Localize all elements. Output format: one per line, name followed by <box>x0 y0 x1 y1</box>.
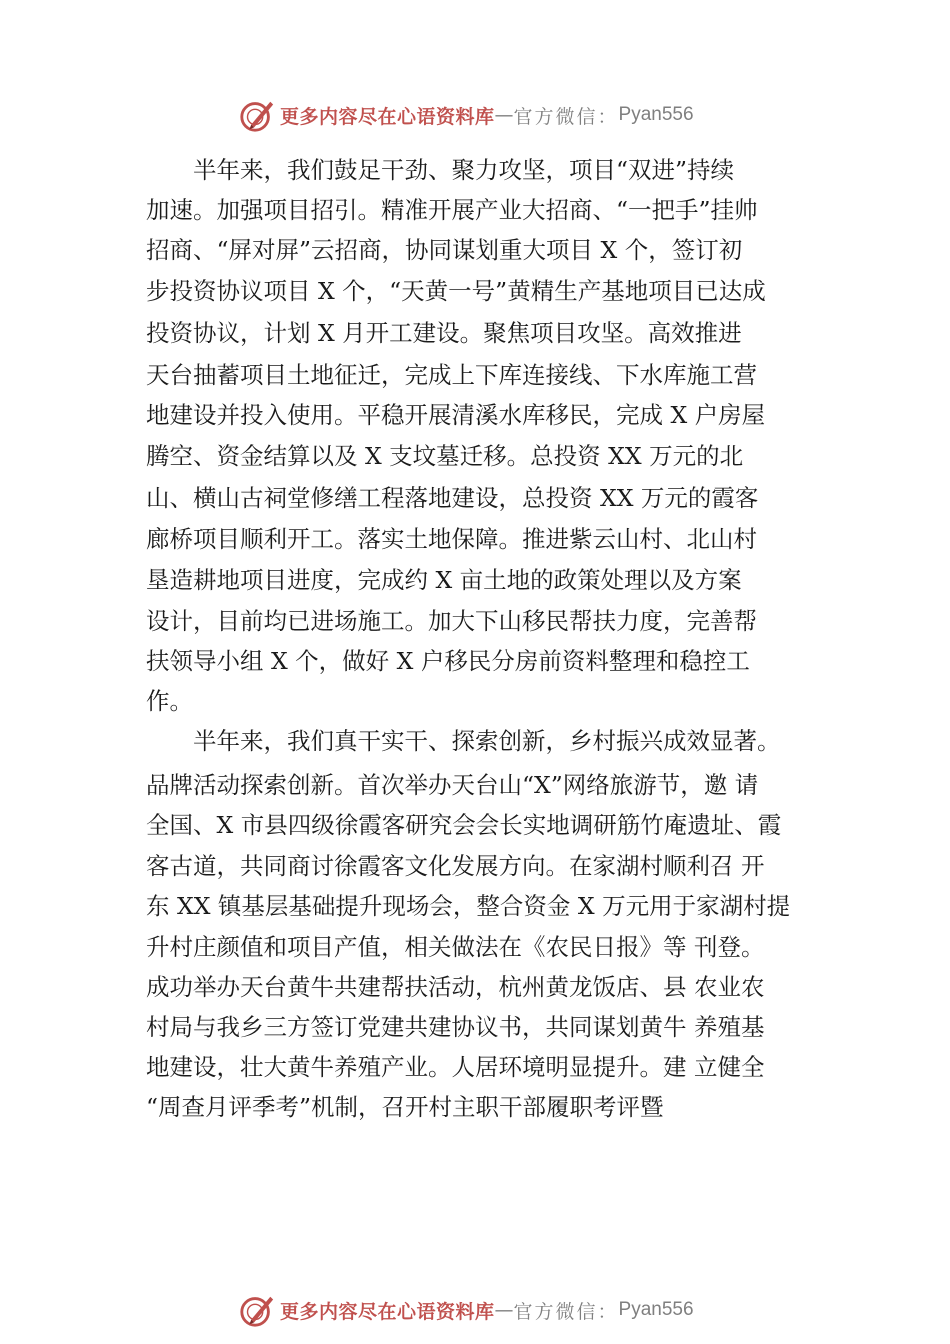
banner-wechat-id: Pyan556 <box>618 104 694 125</box>
text-line: 村局与我乡三方签订党建共建协议书，共同谋划黄牛 养殖基 <box>146 1013 765 1041</box>
banner-wechat-label: 官方微信： <box>513 1300 619 1323</box>
banner-brand-text: 更多内容尽在心语资料库 <box>280 105 495 128</box>
banner-wechat-label: 官方微信： <box>513 105 619 128</box>
banner-dash: — <box>494 104 514 126</box>
text-line: 扶领导小组 X 个，做好 X 户移民分房前资料整理和稳控工 <box>146 647 750 675</box>
text-line: 腾空、资金结算以及 X 支坟墓迁移。总投资 XX 万元的北 <box>146 442 744 470</box>
text-line: 成功举办天台黄牛共建帮扶活动，杭州黄龙饭店、县 农业农 <box>146 973 765 1001</box>
text-line: 步投资协议项目 X 个，“天黄一号”黄精生产基地项目已达成 <box>146 277 766 305</box>
text-line: 垦造耕地项目进度，完成约 X 亩土地的政策处理以及方案 <box>146 566 742 594</box>
text-line: 东 XX 镇基层基础提升现场会，整合资金 X 万元用于家湖村提 <box>146 892 791 920</box>
text-line: 天台抽蓄项目土地征迁，完成上下库连接线、下水库施工营 <box>146 361 757 389</box>
text-line: 设计，目前均已进场施工。加大下山移民帮扶力度，完善帮 <box>146 607 757 635</box>
footer-banner <box>238 1290 694 1330</box>
text-line: 加速。加强项目招引。精准开展产业大招商、“一把手”挂帅 <box>146 196 758 224</box>
text-line: 作。 <box>146 687 193 715</box>
text-line: 半年来，我们鼓足干劲、聚力攻坚，项目“双进”持续 <box>146 156 735 184</box>
pen-logo-icon <box>238 96 276 134</box>
banner-dash: — <box>494 1299 514 1321</box>
text-line: 全国、X 市县四级徐霞客研究会会长实地调研筋竹庵遗址、霞 <box>146 811 782 839</box>
text-line: 投资协议，计划 X 月开工建设。聚焦项目攻坚。高效推进 <box>146 319 742 347</box>
banner-wechat-id: Pyan556 <box>618 1299 694 1320</box>
text-line: 品牌活动探索创新。首次举办天台山“X”网络旅游节，邀 请 <box>146 771 759 799</box>
text-line: 地建设并投入使用。平稳开展清溪水库移民，完成 X 户房屋 <box>146 401 766 429</box>
text-line: 招商、“屏对屏”云招商，协同谋划重大项目 X 个，签订初 <box>146 236 743 264</box>
pen-logo-icon <box>238 1291 276 1329</box>
text-line: 半年来，我们真干实干、探索创新，乡村振兴成效显著。 <box>146 727 781 755</box>
text-line: 升村庄颜值和项目产值，相关做法在《农民日报》等 刊登。 <box>146 933 765 961</box>
text-line: 山、横山古祠堂修缮工程落地建设，总投资 XX 万元的霞客 <box>146 484 759 512</box>
text-line: 客古道，共同商讨徐霞客文化发展方向。在家湖村顺利召 开 <box>146 852 765 880</box>
text-line: “周查月评季考”机制，召开村主职干部履职考评暨 <box>146 1093 664 1121</box>
banner-brand-text: 更多内容尽在心语资料库 <box>280 1300 495 1323</box>
text-line: 廊桥项目顺利开工。落实土地保障。推进紫云山村、北山村 <box>146 525 757 553</box>
header-banner <box>238 95 694 135</box>
text-line: 地建设，壮大黄牛养殖产业。人居环境明显提升。建 立健全 <box>146 1053 765 1081</box>
